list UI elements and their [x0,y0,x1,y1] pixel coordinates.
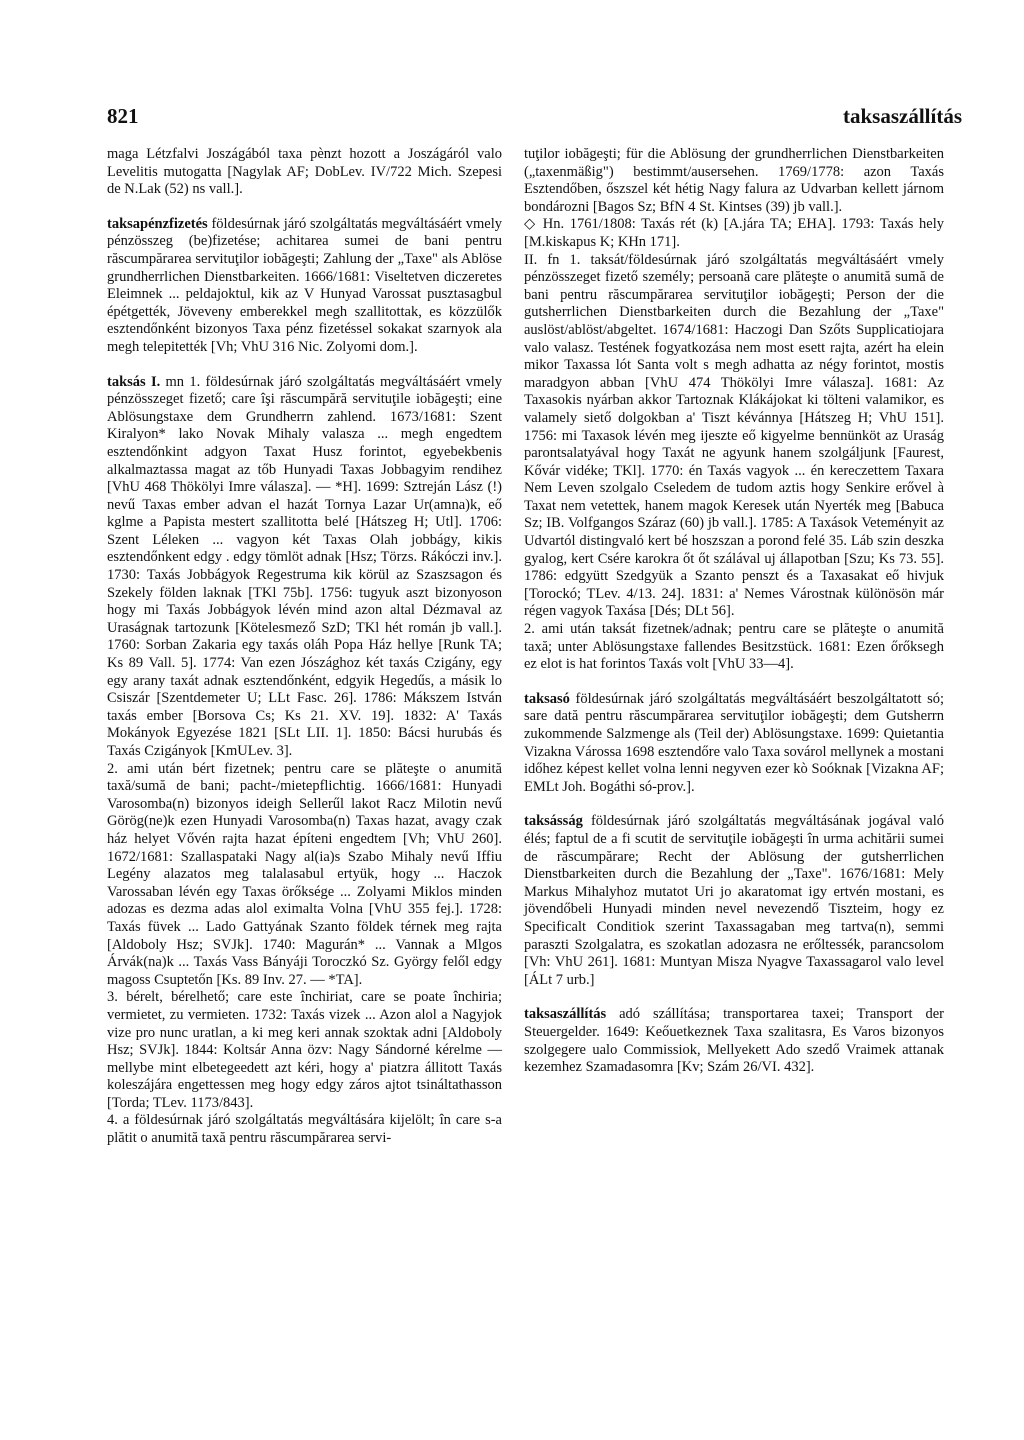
sense-paragraph: II. fn 1. taksát/földesúrnak járó szolgáltatás megváltásáért vmely pénzösszeget fizető személy; persoană care plăteşte o anumită sumă de bani pentru răscumpărarea servituţilor iobăgeşti; Person der die gutsherrlichen Dienstbarkeiten durch die Bezahlung der „Taxe" auslöst/ablöst/abgeltet. 1674/1681: Haczogi Dan Szőts Supplicatiojara valo valasz. Testének fogyatkozása nem most esett rajta, azért ha elein mikor Taxassa lót Santa volt s megh adhatta az négy forintot, mostis maradgyon abban [VhU 474 Thökölyi Imre válasza]. 1681: Az Taxasokis nyárban akkor Tartoznak Klákájokat ki tölteni valamikor, es valamely siető dolgokban a' Tiszt kévánnya [Hátszeg H; VhU 151]. 1756: mi Taxasok lévén meg ijeszte eő kigyelme bennünköt az Uraság parontsalatyával hogy Taxát ne agyunk hanem szolgáljunk [Faurest, Kővár vidéke; TKl]. 1770: én Taxás vagyok ... én kereczettem Taxara Nem Leven szolgalo Cseledem de tudom aztis hogy Senkire erővel à Taxat nem vetettek, hanem magok Keresek után Nyerték meg [Babuca Sz; IB. Volfgangos Száraz (60) jb vall.]. 1785: A Taxások Veteményit az Udvartól distingvaló kert bé hoszszan a porond felé 35. Láb szin deszka gyalog, kert Csére karokra őt őt szálával uj állapotban [Szu; Ks 73. 55]. 1786: edgyütt Szedgyük a Szanto penszt és a Taxasakat eő hivjuk [Torockó; TLev. 4/13. 24]. 1831: a' Nemes Várostnak különösön már régen vagyok Taxása [Dés; DLt 56]. [524,251,944,620]
entry-taksapenzfizetes: taksapénzfizetés földesúrnak járó szolgáltatás megváltásáért vmely pénzösszeg (be)fizetése; achitarea sumei de bani pentru răscumpărarea servituţilor iobăgeşti; Zahlung der „Taxe" als Ablöse grundherrlichen Dienstbarkeiten. 1666/1681: Viseltetven diczeretes Eleimnek ... peldajoktul, kik az V Hunyad Varossat pusztasagbul épétgették, Jöveveny emberekkel megh szallitottak, es közzülők esztendőnként bizonyos Taxa pénz fizetéssel sokakat szarnyok ala megh telepitették [Vh; VhU 316 Nic. Zolyomi dom.]. [107,215,502,355]
entry-taksassag: taksásság földesúrnak járó szolgáltatás megváltásának jogával való élés; faptul de a fi scutit de servituţile iobăgeşti în urma achitării sumei de răscumpărare; Recht der Ablösung der gutsherrlichen Dienstbarkeiten durch die Bezahlung der „Taxe". 1676/1681: Mely Markus Mihalyhoz mutatot Uri jo akaratomat igy ertvén mostani, es jövendőbeli Hunyadi minden nevel nevezendő Tiszteim, hogy ez Specificalt Conditiok szerint Taxassagaban meg tartva(n), semmi paraszti Szolgalatra, es szokatlan adozasra ne erőltessék, parancsolom [Vh: VhU 261]. 1681: Muntyan Misza Nyagve Taxassagarol valo level [ÁLt 7 urb.] [524,813,944,988]
sense-paragraph: 3. bérelt, bérelhető; care este închiriat, care se poate închiria; vermietet, zu vermieten. 1732: Taxás vizek ... Azon alol a Nagyjok vize pro nunc uratlan, a ki meg keri annak szoktak adni [Aldoboly Hsz; SVJk]. 1844: Koltsár Anna özv: Nagy Sándorné kérelme — mellybe mint elbetegeedett azt kéri, hogy a' piatzra állitott Taxás koleszájára engettessen meg hogy edgy záros ajtot tsináltathasson [Torda; TLev. 1173/843]. [107,989,502,1111]
entry-taksaso: taksasó földesúrnak járó szolgáltatás megváltásáért beszolgáltatott só; sare dată pentru răscumpărarea servituţilor iobăgeşti; dem Gutsherrn zukommende Salzmenge als (Teil der) Ablösungstaxe. 1699: Quietantia Vizakna Várossa 1698 esztendőre valo Taxa sovárol mellynek a mostani időhez képest kellet volna lenni negyven ezer kò Soóknak [Vizakna AF; EMLt Joh. Bogáthi só-prov.]. [524,690,944,795]
sense-paragraph: 4. a földesúrnak járó szolgáltatás megváltására kijelölt; în care s-a plătit o anumită taxă pentru răscumpărarea servi- [107,1112,502,1147]
right-column [524,146,944,1077]
entry-taksas: taksás I. mn 1. földesúrnak járó szolgáltatás megváltásáért vmely pénzösszeget fizető; care îşi răscumpără servituţile iobăgeşti; eine Ablösungstaxe dem Grundherrn zahlend. 1673/1681: Szent Kiralyon* lako Novak Mihaly valasza ... megh engedtem esztendőnkint adgyon Taxat Husz forintot, egyebekbenis alkalmaztassa magat az tőb Hunyadi Taxas Jobbagyim rendihez [VhU 468 Thökölyi Imre válasza]. — *H]. 1699: Sztreján Lász (!) nevű Taxas ember advan el hazát Tornya Lazar Ur(amna)k, eő kglme a Papista mestert szallitotta belé [Hátszeg H; Utl]. 1706: Szent Léleken ... vagyon két Taxas Olah jobbágy, kikis esztendőnkent edgy . edgy tömlöt adnak [Hsz; Törzs. Rákóczi inv.]. 1730: Taxás Jobbágyok Regestruma kik körül az Szaszsagon és Szekely földen laknak [TKl 75b]. 1756: tugyuk aszt bizonyoson hogy mi Taxás Jobbágyok lévén mind azon altal Dézmaval az Uraságnak tartozunk [Kötelesmező SzD; TKl hét román jb vall.]. 1760: Sorban Zakaria egy taxás oláh Popa Ház hellye [Runk TA; Ks 89 Vall. 5]. 1774: Van ezen Jószághoz két taxás Czigány, egy egy arany taxát adnak esztendőnként, edgyik Hegedűs, a másik lo Csiszár [Szentdemeter U; LLt Fasc. 26]. 1786: Mákszem István taxás ember [Borsova Cs; Ks 21. XV. 19]. 1832: A' Taxás Mokányok Egyezése 1821 [SLt LII. 1]. 1850: Bácsi hurubás és Taxás Czigányok [KmULev. 3]. [107,373,502,759]
page-number: 821 [107,104,139,128]
sense-paragraph: 2. ami után bért fizetnek; pentru care se plăteşte o anumită taxă/sumă de bani; pacht-/mietepflichtig. 1666/1681: Hunyadi Varosomba(n) bizonyos ideigh Sellerűl lakot Racz Milotin nevű Görög(ne)k ezen Hunyadi Varosomba(n) Taxas hazat, avagy czak ház helyet Vővén rajta hazat építeni engedtem [Vh; VhU 260]. 1672/1681: Szallaspataki Nagy al(ia)s Szabo Mihaly nevű Iffiu Legény alazatos meg talalasabul ertyük, hogy ... Haczok Varossaban lévén egy Taxas örőksége ... Zolyami Miklos minden adozas es dezma adas alol eximalta Volna [VhU 355 fej.]. 1728: Taxás füvek ... Lado Gattyának Szanto földek térnek meg rajta [Aldoboly Hsz; SVJk]. 1740: Magurán* ... Vannak a Mlgos Árvák(na)k ... Taxás Vass Bányáji Toroczkó Sz. György felől edgy magoss Csuptetőn [Ks. 89 Inv. 27. — *TA]. [107,760,502,988]
headword: taksasó [524,690,570,707]
headword: taksásság [524,813,583,830]
sense-paragraph: tuţilor iobăgeşti; für die Ablösung der grundherrlichen Dienstbarkeiten („taxenmäßig") bestimmt/ausersehen. 1769/1778: azon Taxás Esztendőben, őszszel két hétig Nagy falura az Udvarban kellett járnom bondározni [Bagos Sz; BfN 4 St. Kintses (39) jb vall.]. [524,146,944,215]
headword: taksaszállítás [524,1006,607,1023]
sense-paragraph: 2. ami után taksát fizetnek/adnak; pentru care se plăteşte o anumită taxă; unter Ablösungstaxe fallendes Besitzstück. 1681: Ezen őrőksegh ez elot is hat forintos Taxás volt [VhU 33—4]. [524,621,944,673]
entry-taksaszallitas: taksaszállítás adó szállítása; transportarea taxei; Transport der Steuergelder. 1649: Keőuetkeznek Taxa szalitasra, Es Varos bizonyos szolgegere ualo Commissiok, Mellyekett Ado szedő Vraimek attanak kezemhez Szamadasomra [Kv; Szám 26/VI. 432]. [524,1006,944,1076]
running-head: taksaszállítás [842,104,962,128]
headword: taksás I. [107,373,161,390]
placename-paragraph: ◇ Hn. 1761/1808: Taxás rét (k) [A.jára TA; EHA]. 1793: Taxás hely [M.kiskapus K; KHn 171]. [524,216,944,250]
headword: taksapénzfizetés [107,215,208,232]
left-column [107,146,502,1148]
entry-continuation: maga Létzfalvi Joszágából taxa pènzt hozott a Joszágáról valo Levelitis mutogatta [Nagylak AF; DobLev. IV/722 Mich. Szepesi de N.Lak (52) ns vall.]. [107,146,502,198]
